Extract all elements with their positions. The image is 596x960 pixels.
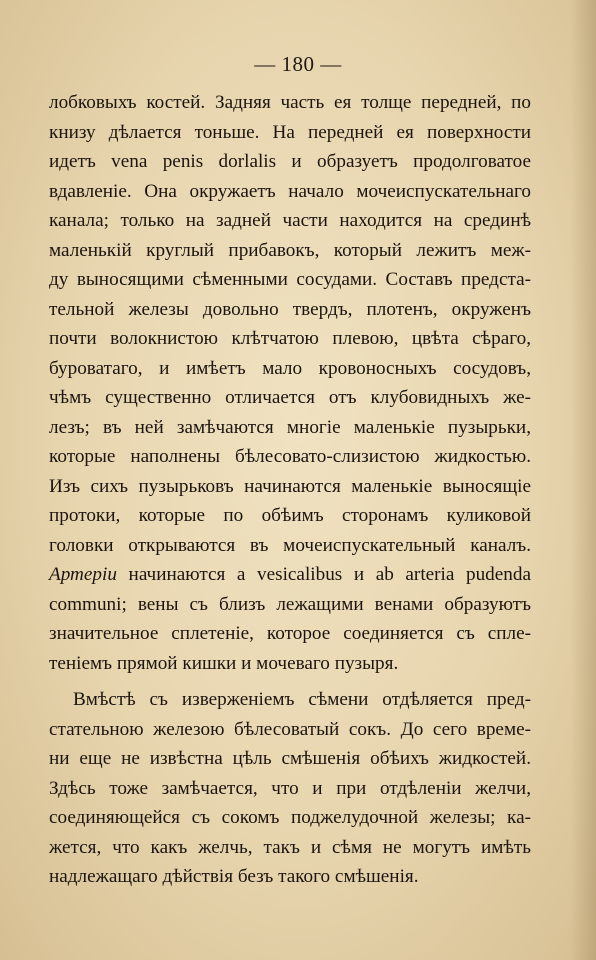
text-line: тельной железы довольно твердъ, плотенъ, окруженъ [49,298,531,320]
text-line: вдавленіе. Она окружаетъ начало мочеиспускательнаго [49,180,531,202]
text-line: чѣмъ существенно отличается отъ клубовидныхъ же- [49,387,531,408]
text-line: маленькій круглый прибавокъ, который лежитъ меж- [49,239,531,261]
text-line: канала; только на задней части находится на срединѣ [49,210,531,231]
text-line: теніемъ прямой кишки и мочеваго пузыря. [49,652,399,674]
text-line: ни еще не извѣстна цѣль смѣшенія обѣихъ жидкостей. [49,748,531,769]
text-line: буроватаго, и имѣетъ мало кровоносныхъ сосудовъ, [49,357,531,379]
text-line: ду выносящими сѣменными сосудами. Составъ предста- [49,269,531,290]
text-line: протоки, которые по обѣимъ сторонамъ куликовой [49,505,531,526]
text-line: Вмѣстѣ съ изверженіемъ сѣмени отдѣляется пред- [73,689,531,710]
text-line: communi; вены съ близъ лежащими венами образуютъ [49,593,531,615]
paragraph-gap [49,678,531,685]
text-line: идетъ vena penis dorlalis и образуетъ продолговатое [49,151,531,172]
text-line: жется, что какъ желчь, такъ и сѣмя не могутъ имѣть [49,836,531,858]
text-line: головки открываются въ мочеиспускательный каналъ. [49,534,531,556]
text-line: которые наполнены бѣлесовато-слизистою жидкостью. [49,446,531,467]
text-line: соединяющейся съ сокомъ поджелудочной железы; ка- [49,807,531,828]
body-text [49,88,531,892]
text-line: Здѣсь тоже замѣчается, что и при отдѣленіи желчи, [49,777,531,799]
text-line: лезъ; въ ней замѣчаются многіе маленькіе пузырьки, [49,416,531,438]
text-line: лобковыхъ костей. Задняя часть ея толще передней, по [49,92,531,113]
text-line: Изъ сихъ пузырьковъ начинаются маленькіе выносящіе [49,475,531,497]
italic-word: Артеріи [49,564,117,585]
text-line: стательною железою бѣлесоватый сокъ. До сего време- [49,718,531,740]
text-line-italic-start: Артеріи начинаются a vesicalibus и ab arteria pudenda [49,564,531,585]
text-line: почти волокнистою клѣтчатою плевою, цвѣта сѣраго, [49,328,531,349]
text-line: книзу дѣлается тоньше. На передней ея поверхности [49,121,531,143]
text-line: значительное сплетеніе, которое соединяется съ сплe- [49,623,531,644]
page-number: — 180 — [254,52,342,76]
text-line: надлежащаго дѣйствія безъ такого смѣшенія. [49,866,419,887]
